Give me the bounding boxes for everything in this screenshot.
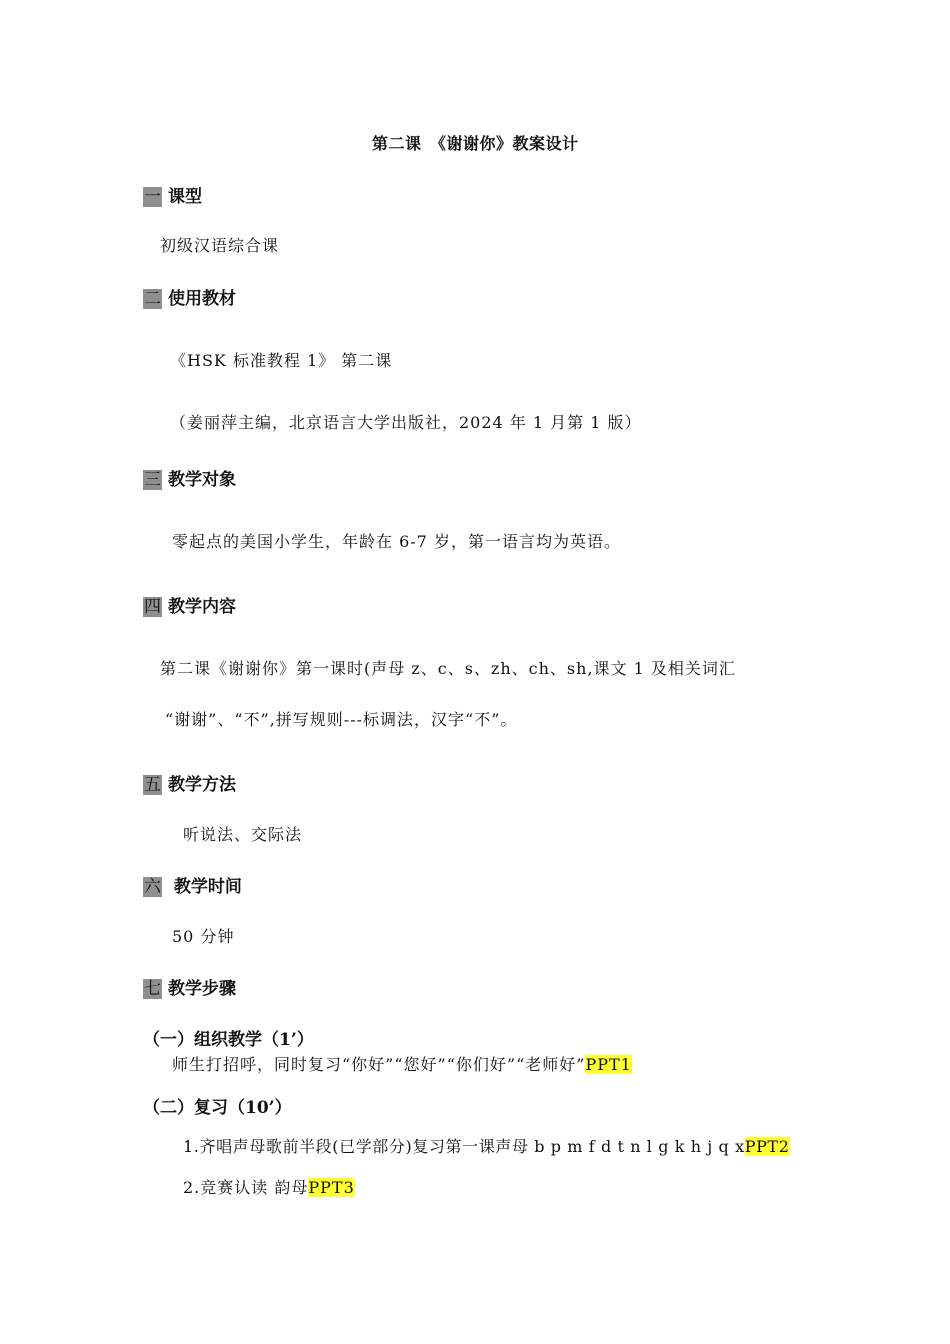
content-line-1: 第二课《谢谢你》第一课时(声母 z、c、s、zh、ch、sh,课文 1 及相关词汇: [160, 659, 736, 678]
ppt-reference-2: PPT2: [744, 1137, 790, 1156]
textbook-line-1: 《HSK 标准教程 1》 第二课: [170, 351, 393, 370]
section-title: 教学步骤: [168, 979, 236, 999]
ppt-reference-3: PPT3: [308, 1178, 355, 1197]
page-title: 第二课 《谢谢你》教案设计: [372, 134, 579, 153]
duration-text: 50 分钟: [172, 927, 235, 946]
section-title: 课型: [168, 187, 202, 207]
section-heading-4: [143, 592, 236, 617]
section-number: 四: [144, 597, 161, 617]
ppt-reference-1: PPT1: [585, 1055, 632, 1074]
section-title: 教学时间: [168, 877, 242, 897]
section-number: 一: [144, 187, 161, 207]
section-title: 教学内容: [168, 597, 236, 617]
step-1-title: （一）组织教学（1’）: [143, 1030, 314, 1050]
textbook-line-2: （姜丽萍主编，北京语言大学出版社，2024 年 1 月第 1 版）: [170, 413, 642, 432]
section-number: 五: [144, 775, 161, 795]
step-1-text: [172, 1052, 632, 1075]
step-2-item-1-text: 1.齐唱声母歌前半段(已学部分)复习第一课声母 b p m f d t n l g k h j q x: [183, 1137, 745, 1156]
section-heading-7: [143, 974, 236, 999]
section-title: 教学方法: [168, 775, 236, 795]
section-number: 二: [144, 289, 161, 309]
step-2-item-2: [183, 1175, 355, 1198]
target-text: 零起点的美国小学生，年龄在 6-7 岁，第一语言均为英语。: [172, 532, 621, 551]
section-heading-2: [143, 284, 236, 309]
section-number: 七: [144, 979, 161, 999]
section-heading-1: [143, 182, 202, 207]
course-type-text: 初级汉语综合课: [160, 236, 280, 255]
method-text: 听说法、交际法: [183, 825, 303, 844]
section-number: 三: [144, 470, 161, 490]
section-heading-6: [143, 872, 242, 897]
section-number: 六: [144, 877, 161, 897]
step-2-title: （二）复习（10’）: [143, 1098, 292, 1118]
step-1-description: 师生打招呼，同时复习“你好”“您好”“你们好”“老师好”: [172, 1055, 586, 1074]
section-title: 使用教材: [168, 289, 236, 309]
section-heading-3: [143, 465, 236, 490]
section-heading-5: [143, 770, 236, 795]
content-line-2: “谢谢”、“不”,拼写规则---标调法，汉字“不”。: [165, 710, 518, 729]
step-2-item-2-text: 2.竞赛认读 韵母: [183, 1178, 309, 1197]
section-title: 教学对象: [168, 470, 236, 490]
step-2-item-1: [183, 1134, 790, 1157]
